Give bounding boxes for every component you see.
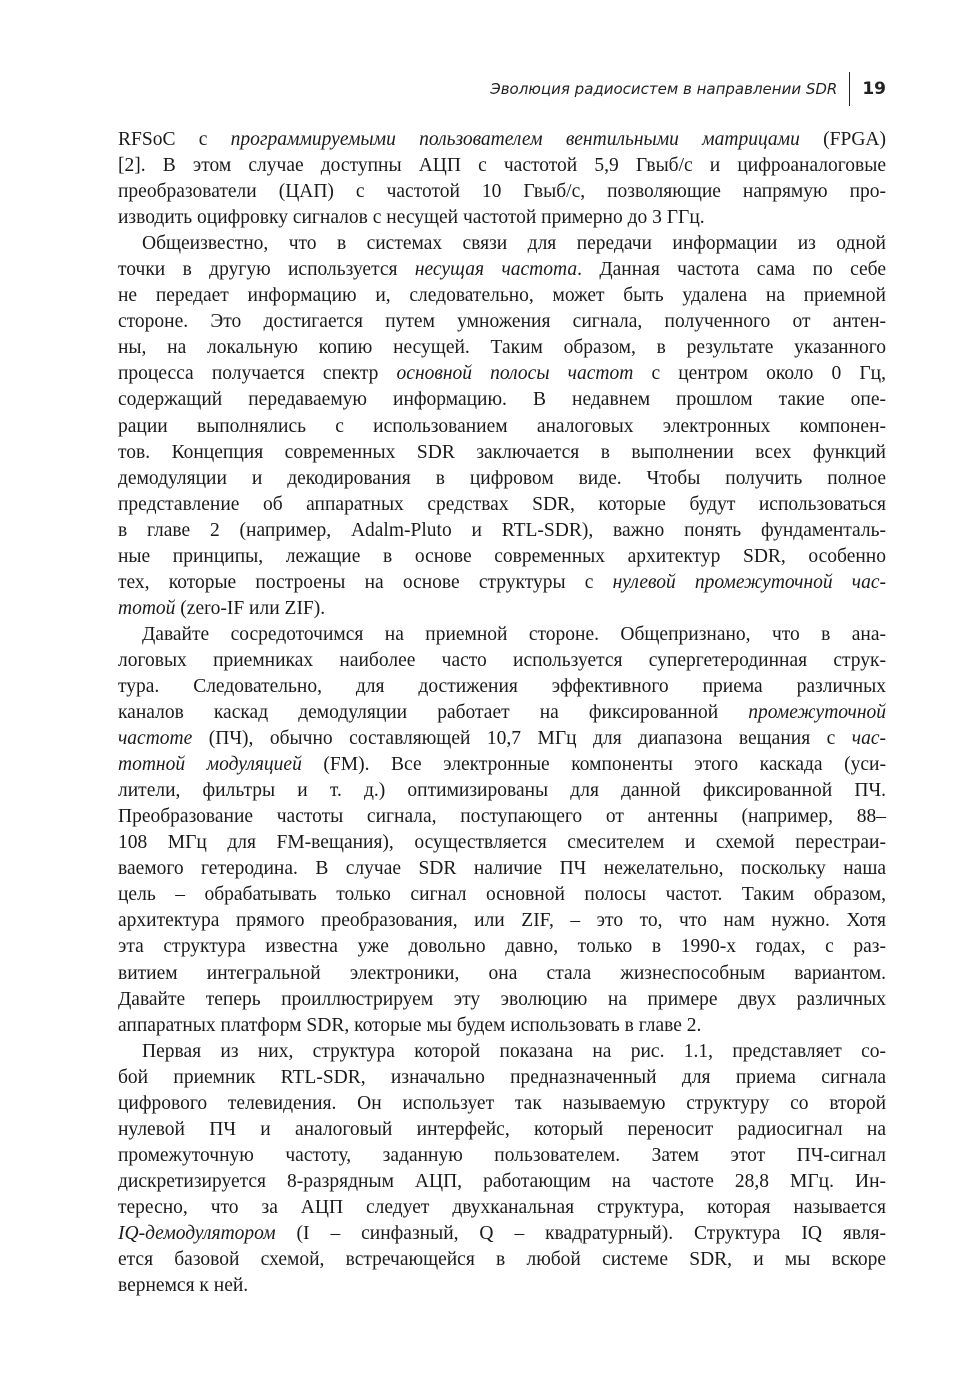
- text-run: процесса получается спектр: [118, 363, 397, 385]
- text-line: [118, 778, 886, 804]
- text-run: логовых приемниках наиболее часто используется супергетеродинная струк-: [118, 649, 886, 671]
- text-line: [118, 1143, 886, 1169]
- text-line: [118, 934, 886, 960]
- text-run: 108 МГц для FM-вещания), осуществляется смесителем и схемой перестраи-: [118, 832, 886, 854]
- text-run: промежуточную частоту, заданную пользователем. Затем этот ПЧ-сигнал: [118, 1144, 886, 1166]
- text-line: [118, 1195, 886, 1221]
- text-line: [118, 387, 886, 413]
- text-line: [118, 335, 886, 361]
- text-line: [118, 830, 886, 856]
- text-run: представление об аппаратных средствах SDR, которые будут использоваться: [118, 493, 886, 515]
- text-line: [118, 1273, 886, 1299]
- text-line: [118, 179, 886, 205]
- text-line: [118, 1169, 886, 1195]
- text-run: Преобразование частоты сигнала, поступающего от антенны (например, 88–: [118, 806, 886, 828]
- text-line: [118, 1221, 886, 1247]
- paragraph: [118, 231, 886, 622]
- text-line: [118, 804, 886, 830]
- text-run: бой приемник RTL-SDR, изначально предназначенный для приема сигнала: [118, 1066, 886, 1088]
- text-run: цель – обрабатывать только сигнал основной полосы частот. Таким образом,: [118, 884, 886, 906]
- running-header: [490, 72, 886, 106]
- text-run: (zero-IF или ZIF).: [175, 597, 326, 619]
- text-run: стороне. Это достигается путем умножения сигнала, полученного от антен-: [118, 311, 886, 333]
- italic-term: частоте: [118, 728, 193, 750]
- text-run: тех, которые построены на основе структуры с: [118, 571, 613, 593]
- text-line: [118, 440, 886, 466]
- text-line: [118, 648, 886, 674]
- text-line: [118, 1039, 886, 1065]
- text-line: [118, 596, 886, 622]
- italic-term: тотой: [118, 597, 176, 619]
- text-line: [118, 466, 886, 492]
- text-run: не передает информацию и, следовательно, может быть удалена на приемной: [118, 285, 886, 307]
- text-line: [118, 1091, 886, 1117]
- text-run: RFSoC с: [118, 129, 231, 150]
- text-run: Давайте теперь проиллюстрируем эту эволюцию на примере двух различных: [118, 988, 886, 1010]
- text-line: [118, 1117, 886, 1143]
- text-run: ваемого гетеродина. В случае SDR наличие ПЧ нежелательно, поскольку наша: [118, 858, 886, 880]
- text-line: [118, 1013, 886, 1039]
- paragraph: [118, 622, 886, 1039]
- text-run: тура. Следовательно, для достижения эффективного приема различных: [118, 675, 886, 697]
- text-run: лители, фильтры и т. д.) оптимизированы для данной фиксированной ПЧ.: [118, 780, 886, 802]
- text-run: Общеизвестно, что в системах связи для передачи информации из одной: [142, 233, 886, 255]
- paragraph: [118, 1039, 886, 1299]
- text-run: Первая из них, структура которой показана на рис. 1.1, представляет со-: [142, 1040, 886, 1062]
- text-line: [118, 544, 886, 570]
- text-line: [118, 127, 886, 153]
- text-run: архитектура прямого преобразования, или ZIF, – это то, что нам нужно. Хотя: [118, 910, 886, 932]
- text-run: (FM). Все электронные компоненты этого каскада (уси-: [301, 754, 886, 776]
- text-line: [118, 1247, 886, 1273]
- text-run: в главе 2 (например, Adalm-Pluto и RTL-SDR), важно понять фундаменталь-: [118, 519, 886, 541]
- text-line: [118, 257, 886, 283]
- text-line: [118, 570, 886, 596]
- text-line: [118, 856, 886, 882]
- text-run: витием интегральной электроники, она стала жизнеспособным вариантом.: [118, 962, 886, 984]
- text-line: [118, 622, 886, 648]
- text-run: Давайте сосредоточимся на приемной стороне. Общепризнано, что в ана-: [142, 623, 886, 645]
- text-line: [118, 153, 886, 179]
- text-line: [118, 752, 886, 778]
- text-line: [118, 518, 886, 544]
- italic-term: промежуточной: [748, 702, 886, 724]
- text-line: [118, 1065, 886, 1091]
- text-line: [118, 908, 886, 934]
- text-line: [118, 205, 886, 231]
- text-run: . Данная частота сама по себе: [577, 259, 886, 281]
- page-number: 19: [862, 79, 886, 99]
- text-line: [118, 987, 886, 1013]
- text-run: аппаратных платформ SDR, которые мы будем использовать в главе 2.: [118, 1014, 702, 1036]
- text-run: [2]. В этом случае доступны АЦП с частотой 5,9 Гвыб/с и цифроаналоговые: [118, 155, 886, 177]
- text-run: ны, на локальную копию несущей. Таким образом, в результате указанного: [118, 337, 886, 359]
- text-run: преобразователи (ЦАП) с частотой 10 Гвыб/с, позволяющие напрямую про-: [118, 181, 886, 203]
- italic-term: час-: [851, 728, 886, 750]
- italic-term: IQ-демодулятором: [118, 1222, 276, 1244]
- text-run: ные принципы, лежащие в основе современных архитектур SDR, особенно: [118, 545, 886, 567]
- italic-term: несущая частота: [414, 259, 578, 281]
- text-line: [118, 961, 886, 987]
- text-line: [118, 231, 886, 257]
- text-run: с центром около 0 Гц,: [633, 363, 886, 385]
- text-line: [118, 882, 886, 908]
- text-run: эта структура известна уже довольно давно, только в 1990-х годах, с раз-: [118, 936, 886, 958]
- text-run: рации выполнялись с использованием аналоговых электронных компонен-: [118, 415, 886, 437]
- text-line: [118, 700, 886, 726]
- text-run: (ПЧ), обычно составляющей 10,7 МГц для диапазона вещания с: [192, 728, 852, 750]
- text-run: (FPGA): [799, 129, 887, 150]
- header-divider: [849, 72, 850, 106]
- text-run: точки в другую используется: [118, 259, 415, 281]
- text-line: [118, 309, 886, 335]
- text-run: каналов каскад демодуляции работает на фиксированной: [118, 702, 749, 724]
- text-run: тересно, что за АЦП следует двухканальная структура, которая называется: [118, 1196, 886, 1218]
- text-run: нулевой ПЧ и аналоговый интерфейс, который переносит радиосигнал на: [118, 1118, 886, 1140]
- text-run: содержащий передаваемую информацию. В недавнем прошлом такие опе-: [118, 389, 886, 411]
- body-text: [118, 127, 886, 1299]
- text-line: [118, 414, 886, 440]
- text-run: ется базовой схемой, встречающейся в любой системе SDR, и мы вскоре: [118, 1249, 886, 1271]
- text-run: (I – синфазный, Q – квадратурный). Структура IQ явля-: [275, 1222, 886, 1244]
- italic-term: основной полосы частот: [396, 363, 634, 385]
- text-run: дискретизируется 8-разрядным АЦП, работающим на частоте 28,8 МГц. Ин-: [118, 1170, 886, 1192]
- text-line: [118, 283, 886, 309]
- running-title: Эволюция радиосистем в направлении SDR: [490, 80, 838, 98]
- text-line: [118, 726, 886, 752]
- italic-term: программируемыми пользователем вентильными матрицами: [230, 129, 800, 150]
- paragraph: [118, 127, 886, 231]
- text-run: цифрового телевидения. Он использует так называемую структуру со второй: [118, 1092, 886, 1114]
- text-run: тов. Концепция современных SDR заключается в выполнении всех функций: [118, 441, 886, 463]
- text-line: [118, 361, 886, 387]
- italic-term: нулевой промежуточной час-: [612, 571, 886, 593]
- text-line: [118, 674, 886, 700]
- italic-term: тотной модуляцией: [118, 754, 302, 776]
- text-line: [118, 492, 886, 518]
- text-run: изводить оцифровку сигналов с несущей частотой примерно до 3 ГГц.: [118, 207, 705, 229]
- text-run: демодуляции и декодирования в цифровом виде. Чтобы получить полное: [118, 467, 886, 489]
- text-run: вернемся к ней.: [118, 1275, 249, 1297]
